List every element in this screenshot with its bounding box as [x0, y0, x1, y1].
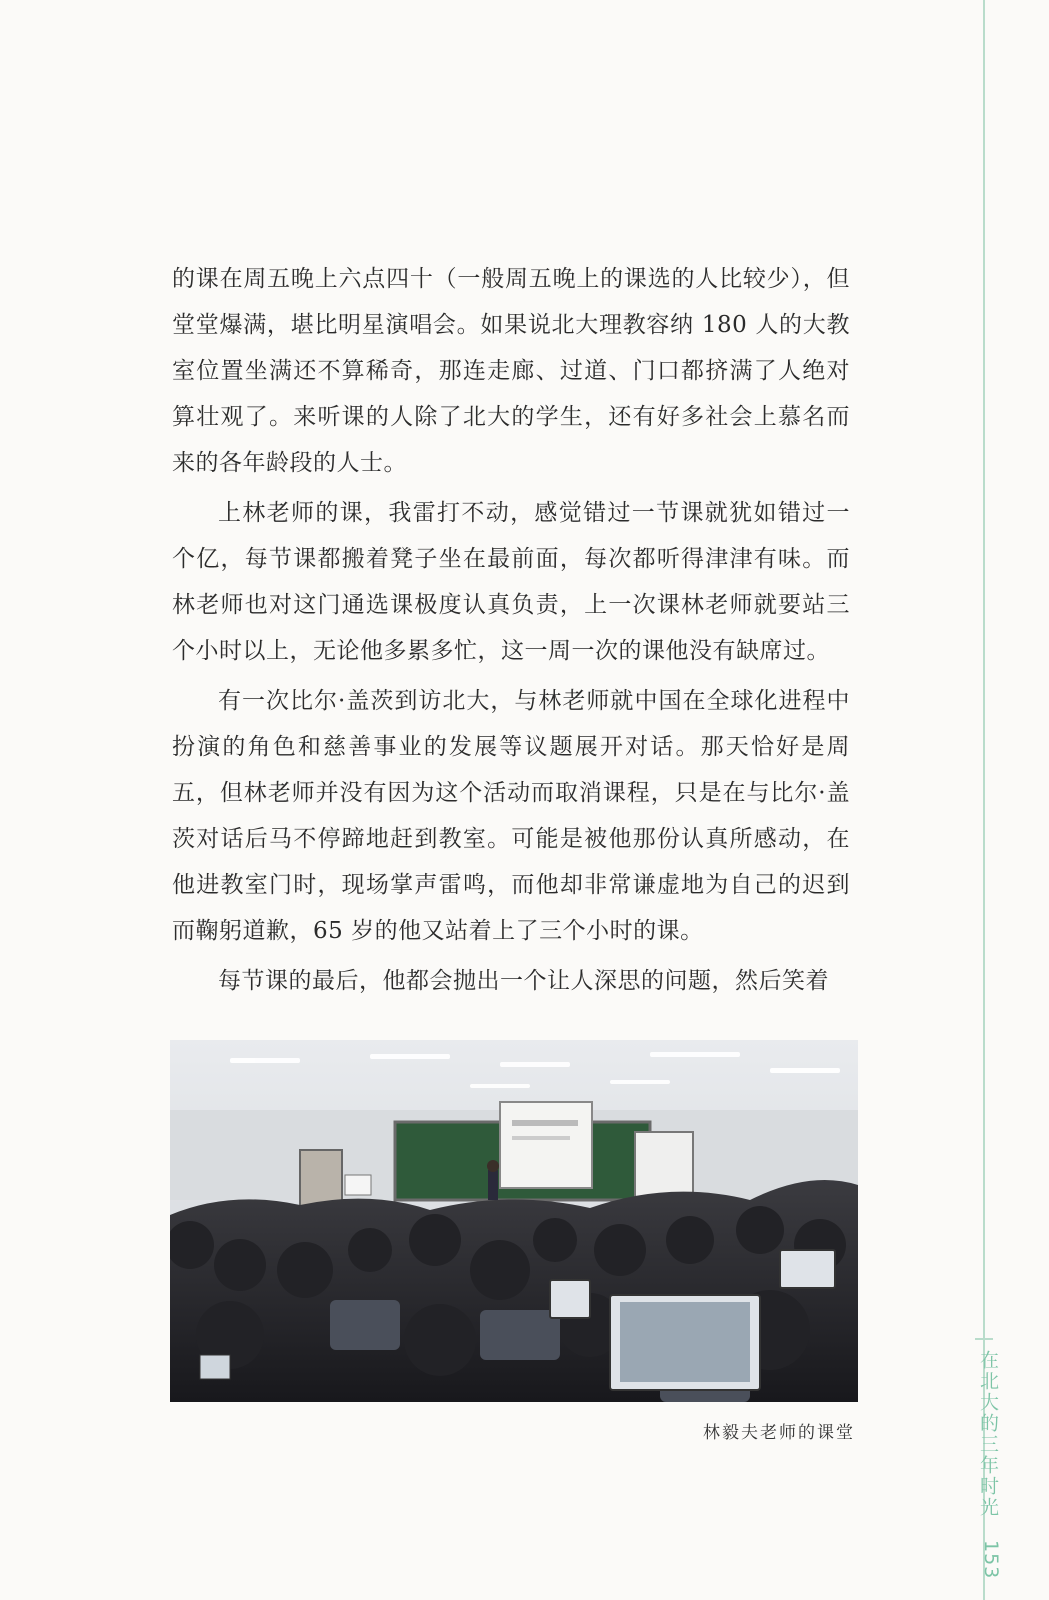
photo-caption: 林毅夫老师的课堂: [703, 1423, 855, 1443]
running-head: 在北大的三年时光: [977, 1350, 999, 1518]
paragraph-1: 的课在周五晚上六点四十（一般周五晚上的课选的人比较少），但堂堂爆满，堪比明星演唱会。如果说北大理教容纳 180 人的大教室位置坐满还不算稀奇，那连走廊、过道、门口都挤满了人绝对算壮观了。来听课的人除了北大的学生，还有好多社会上慕名而来的各年龄段的人士。: [172, 266, 850, 476]
photo-illustration: [170, 1040, 858, 1402]
paragraph-2: 上林老师的课，我雷打不动，感觉错过一节课就犹如错过一个亿，每节课都搬着凳子坐在最前面，每次都听得津津有味。而林老师也对这门通选课极度认真负责，上一次课林老师就要站三个小时以上，无论他多累多忙，这一周一次的课他没有缺席过。: [172, 500, 850, 664]
page-number: 153: [980, 1540, 1002, 1580]
paragraph-3: 有一次比尔·盖茨到访北大，与林老师就中国在全球化进程中扮演的角色和慈善事业的发展等议题展开对话。那天恰好是周五，但林老师并没有因为这个活动而取消课程，只是在与比尔·盖茨对话后马不停蹄地赶到教室。可能是被他那份认真所感动，在他进教室门时，现场掌声雷鸣，而他却非常谦虚地为自己的迟到而鞠躬道歉，65 岁的他又站着上了三个小时的课。: [172, 688, 850, 944]
lecture-hall-photo: [170, 1040, 858, 1402]
margin-rule-tick: [975, 1338, 993, 1340]
body-text: [172, 256, 850, 1008]
paragraph-4: 每节课的最后，他都会抛出一个让人深思的问题，然后笑着: [218, 968, 829, 994]
